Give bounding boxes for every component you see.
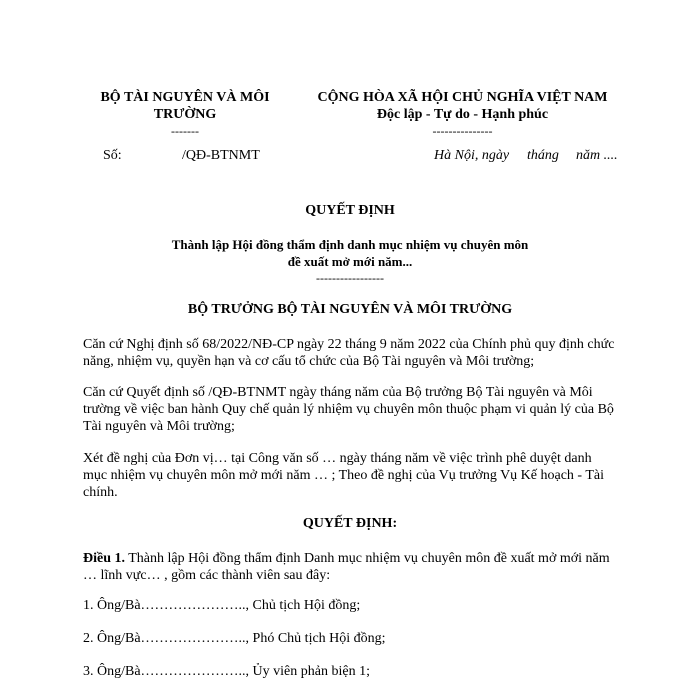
document-number-value: /QĐ-BTNMT [182,148,260,163]
date-year-label: năm .... [576,148,618,163]
date-month-label: tháng [527,148,559,163]
document-number-label: Số: [103,148,122,163]
article-1 [83,550,618,584]
member-item: 2. Ông/Bà………………….., Phó Chủ tịch Hội đồng; [83,631,386,646]
issuing-authority: BỘ TRƯỞNG BỘ TÀI NGUYÊN VÀ MÔI TRƯỜNG [187,302,513,317]
issuing-org-line2: TRƯỜNG [153,107,217,122]
member-item: 1. Ông/Bà………………….., Chủ tịch Hội đồng; [83,598,361,613]
header-right-divider: --------------- [432,124,493,138]
legal-basis-3: Xét đề nghị của Đơn vị… tại Công văn số … ngày tháng năm về việc trình phê duyệt danh mục nhiệm vụ chuyên môn mở mới năm … ; Theo đề nghị của Vụ trưởng Vụ Kế hoạch - Tài chính. [83,451,605,500]
decision-heading: QUYẾT ĐỊNH: [302,516,398,531]
national-motto: Độc lập - Tự do - Hạnh phúc [376,107,549,122]
document-type-title: QUYẾT ĐỊNH [305,203,395,218]
place-date: Hà Nội, ngày [434,148,510,163]
header-left-divider: ------- [171,124,199,138]
legal-basis-2: Căn cứ Quyết định số /QĐ-BTNMT ngày tháng năm của Bộ trưởng Bộ Tài nguyên và Môi trường về việc ban hành Quy chế quản lý nhiệm vụ chuyên môn thuộc phạm vi quản lý của Bộ Tài nguyên và Môi trường; [83,385,614,434]
article-1-text: Thành lập Hội đồng thẩm định Danh mục nhiệm vụ chuyên môn đề xuất mở mới năm … lĩnh vực… , gồm các thành viên sau đây: [83,551,610,583]
legal-basis-1: Căn cứ Nghị định số 68/2022/NĐ-CP ngày 22 tháng 9 năm 2022 của Chính phủ quy định chức năng, nhiệm vụ, quyền hạn và cơ cấu tổ chức của Bộ Tài nguyên và Môi trường; [83,337,615,369]
country-name: CỘNG HÒA XÃ HỘI CHỦ NGHĨA VIỆT NAM [317,90,608,105]
document-subject-line1: Thành lập Hội đồng thẩm định danh mục nhiệm vụ chuyên môn [171,237,529,252]
title-divider: ----------------- [316,271,384,285]
article-1-label: Điều 1. [83,551,125,566]
document-subject-line2: đề xuất mở mới năm... [287,254,413,269]
issuing-org-line1: BỘ TÀI NGUYÊN VÀ MÔI [100,90,270,105]
member-item: 3. Ông/Bà………………….., Ủy viên phản biện 1; [83,664,370,679]
